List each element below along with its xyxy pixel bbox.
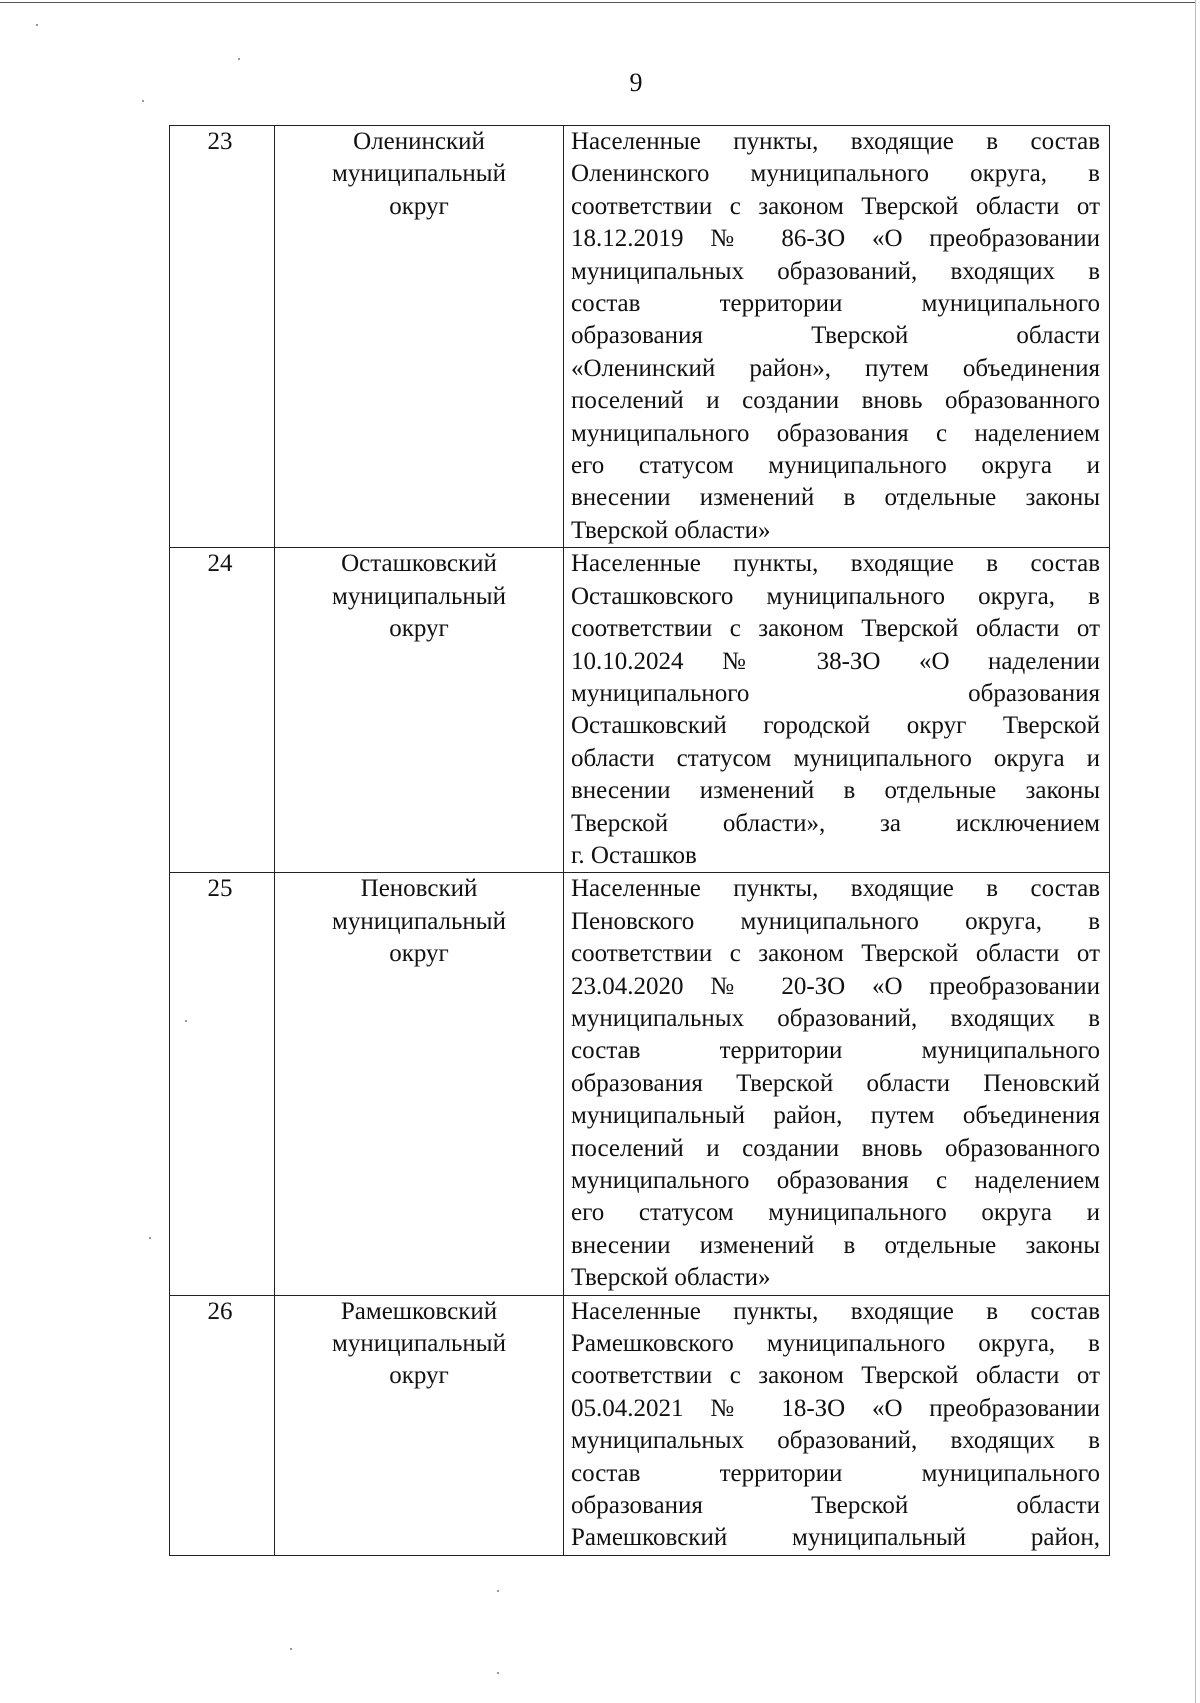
description-line: Рамешковского муниципального округа, в — [571, 1330, 1100, 1358]
table-row — [170, 126, 1110, 548]
description-line: 10.10.2024 № 38-ЗО «О наделении — [571, 647, 1100, 675]
page-right-edge — [1195, 0, 1196, 1703]
description-line: образования Тверской области — [571, 1492, 1100, 1520]
description-line: внесении изменений в отдельные законы — [571, 777, 1100, 805]
scan-speck — [142, 100, 144, 102]
description-line: его статусом муниципального округа и — [571, 1199, 1100, 1227]
scan-speck — [185, 1020, 187, 1022]
row-number-cell — [170, 873, 275, 1295]
scan-speck — [238, 58, 240, 60]
description-line: состав территории муниципального — [571, 1459, 1100, 1487]
district-name-line: Осташковский — [341, 550, 497, 578]
page-number: 9 — [629, 68, 643, 97]
description-line: муниципальных образований, входящих в — [571, 257, 1100, 285]
description-line: внесении изменений в отдельные законы — [571, 484, 1100, 512]
district-name-line: муниципальный — [332, 160, 506, 188]
description-line: состав территории муниципального — [571, 290, 1100, 318]
description-line: поселений и создании вновь образованного — [571, 387, 1100, 415]
description-line: поселений и создании вновь образованного — [571, 1134, 1100, 1162]
district-name-line: Оленинский — [353, 128, 485, 155]
district-name-line: Рамешковский — [340, 1297, 498, 1325]
description-line: муниципального образования с наделением — [571, 1167, 1100, 1194]
description-line: образования Тверской области Пеновский — [571, 1069, 1100, 1097]
table-row — [170, 548, 1110, 873]
settlements-description-cell — [564, 873, 1110, 1295]
description-line: состав территории муниципального — [571, 1037, 1100, 1065]
description-line: муниципальный район, путем объединения — [571, 1102, 1100, 1130]
row-number-cell — [170, 126, 275, 548]
row-number: 25 — [207, 875, 233, 903]
settlements-description-cell — [564, 548, 1110, 873]
page-top-edge — [0, 2, 1196, 3]
table-row — [170, 873, 1110, 1295]
district-name-line: муниципальный — [332, 582, 506, 610]
description-line: Тверской области» — [571, 1264, 771, 1292]
row-number-cell — [170, 1295, 275, 1555]
description-line: 23.04.2020 № 20-ЗО «О преобразовании — [571, 972, 1100, 1000]
district-name-line: Пеновский — [360, 875, 478, 903]
district-name-line: округ — [389, 940, 449, 968]
description-line: Пеновского муниципального округа, в — [571, 907, 1100, 935]
municipal-districts-table — [169, 125, 1110, 1556]
description-line: г. Осташков — [571, 841, 697, 869]
description-line: Населенные пункты, входящие в состав — [571, 550, 1100, 578]
description-line: Населенные пункты, входящие в состав — [571, 128, 1100, 155]
description-line: образования Тверской области — [571, 322, 1100, 350]
row-number-cell — [170, 548, 275, 873]
row-number: 24 — [207, 550, 233, 578]
description-line: его статусом муниципального округа и — [571, 452, 1100, 480]
settlements-description-cell — [564, 126, 1110, 548]
table-row — [170, 1295, 1110, 1555]
row-number: 23 — [207, 128, 233, 155]
scan-speck — [497, 1590, 499, 1592]
description-line: «Оленинский район», путем объединения — [571, 354, 1100, 382]
district-name-cell — [275, 873, 564, 1295]
scan-speck — [497, 1672, 499, 1674]
description-line: Населенные пункты, входящие в состав — [571, 1297, 1100, 1325]
description-line: муниципального образования — [571, 679, 1100, 707]
description-line: внесении изменений в отдельные законы — [571, 1231, 1100, 1259]
description-line: соответствии с законом Тверской области от — [571, 192, 1100, 220]
district-name-line: округ — [389, 615, 449, 643]
district-name-cell — [275, 126, 564, 548]
district-name-line: округ — [389, 192, 449, 220]
description-line: муниципальных образований, входящих в — [571, 1004, 1100, 1032]
scan-speck — [36, 24, 38, 26]
description-line: Осташковский городской округ Тверской — [571, 712, 1100, 740]
description-line: соответствии с законом Тверской области от — [571, 615, 1100, 643]
row-number: 26 — [207, 1297, 233, 1325]
settlements-description-cell — [564, 1295, 1110, 1555]
district-name-cell — [275, 1295, 564, 1555]
description-line: муниципальных образований, входящих в — [571, 1427, 1100, 1455]
description-line: 05.04.2021 № 18-ЗО «О преобразовании — [571, 1394, 1100, 1422]
description-line: Тверской области» — [571, 516, 771, 544]
table-body — [170, 126, 1110, 1556]
district-name-line: муниципальный — [332, 1330, 506, 1358]
description-line: Населенные пункты, входящие в состав — [571, 875, 1100, 903]
district-name-line: округ — [389, 1362, 449, 1390]
description-line: Осташковского муниципального округа, в — [571, 582, 1100, 610]
description-line: 18.12.2019 № 86-ЗО «О преобразовании — [571, 225, 1100, 253]
district-name-cell — [275, 548, 564, 873]
description-line: Рамешковский муниципальный район, — [571, 1524, 1100, 1552]
description-line: соответствии с законом Тверской области от — [571, 1362, 1100, 1390]
description-line: области статусом муниципального округа и — [571, 744, 1100, 772]
scan-speck — [149, 1237, 151, 1239]
description-line: соответствии с законом Тверской области от — [571, 940, 1100, 968]
scan-speck — [290, 1648, 292, 1650]
description-line: Тверской области», за исключением — [571, 809, 1100, 837]
district-name-line: муниципальный — [332, 907, 506, 935]
description-line: Оленинского муниципального округа, в — [571, 160, 1100, 188]
description-line: муниципального образования с наделением — [571, 419, 1100, 447]
